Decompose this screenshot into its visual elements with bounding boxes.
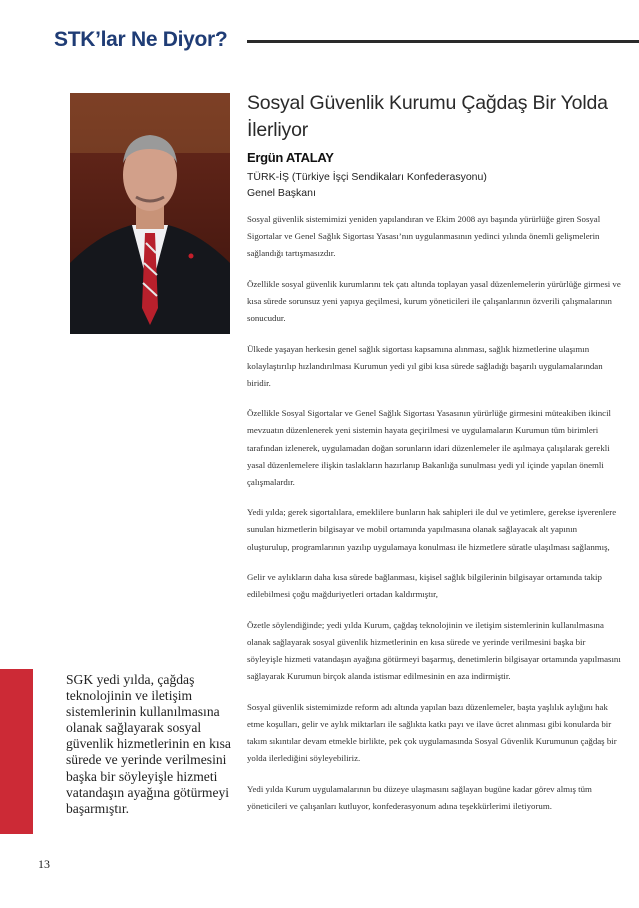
article-title: Sosyal Güvenlik Kurumu Çağdaş Bir Yolda İlerliyor <box>247 92 608 141</box>
article-paragraph: Sosyal güvenlik sistemimizde reform adı altında yapılan bazı düzenlemeler, başta yaşlılık aylığını hak etme koşulları, gelir ve aylık miktarları ile sağlıkta katkı payı ve ilave ücret alınması gibi konularda bir takım sıkıntılar devam etmekle birlikte, pek çok uygulamasında Sosyal Güvenlik Kurumunun çağdaş bir yolda ilerlediğini söyleyebiliriz. <box>247 701 617 763</box>
article-body <box>247 211 621 828</box>
article-paragraph: Yedi yılda; gerek sigortalılara, emeklilere bunların hak sahipleri ile dul ve yetimlere, gerekse işverenlere sunulan hizmetlerin bilgisayar ve mobil ortamında yapılmasına olanak sağlayacak alt yapının oluşturulup, programlarının yazılıp uygulamaya konulması ile hizmetlere süratle ulaşılması sağlanmış, <box>247 507 617 552</box>
pull-quote: SGK yedi yılda, çağdaş teknolojinin ve iletişim sistemlerinin kullanılmasına olanak sağlayarak sosyal güvenlik hizmetlerinin en kısa sürede ve yerinde verilmesini başka bir söyleyişle hizmeti vatandaşın ayağına götürmeyi başarmıştır. <box>66 672 231 816</box>
article-paragraph: Ülkede yaşayan herkesin genel sağlık sigortası kapsamına alınması, sağlık hizmetlerine ulaşımın kolaylaştırılıp hızlandırılması Kurumun yedi yıl gibi kısa sürede sağladığı başarılı uygulamalarından biridir. <box>247 343 603 388</box>
page-number: 13 <box>38 857 50 871</box>
article-paragraph: Yedi yılda Kurum uygulamalarının bu düzeye ulaşmasını sağlayan bugüne kadar görev almış tüm yöneticileri ve çalışanları kutluyor, konfederasyonum adına teşekkürlerimi iletiyorum. <box>247 783 592 811</box>
author-organization: TÜRK-İŞ (Türkiye İşçi Sendikaları Konfederasyonu) Genel Başkanı <box>247 171 487 199</box>
author-name: Ergün ATALAY <box>247 150 334 165</box>
article-paragraph: Özellikle Sosyal Sigortalar ve Genel Sağlık Sigortası Yasasının yürürlüğe girmesini müteakiben ikincil mevzuatın düzenlenerek yeni sistemin hayata geçirilmesi ve uygulamaların Kurumun tüm birimleri tarafından izlenerek, uygulamadan doğan sorunların idari düzenlemeler ile aşılmaya çalışılarak gerekli yasal düzenlemelere ilişkin taslakların hazırlanıp Bakanlığa sunulması yedi yıl içinde yapılan önemli çalışmalardır. <box>247 408 612 487</box>
article-paragraph: Sosyal güvenlik sistemimizi yeniden yapılandıran ve Ekim 2008 ayı başında yürürlüğe giren Sosyal Sigortalar ve Genel Sağlık Sigortası Yasası’nın uygulanmasının yedinci yılında önemli gelişmelerin sağlandığı tartışmasızdır. <box>247 214 601 259</box>
accent-bar <box>0 669 33 834</box>
section-title: STK’lar Ne Diyor? <box>54 28 228 51</box>
article-paragraph: Özellikle sosyal güvenlik kurumlarını tek çatı altında toplayan yasal düzenlemelerin yürürlüğe girmesi ve kısa sürede sorunsuz yeni yapıya geçilmesi, kurum yöneticileri ile çalışanlarının özverili çalışmalarının sonucudur. <box>247 278 621 323</box>
author-photo <box>70 93 230 334</box>
header-divider <box>247 40 639 43</box>
article-paragraph: Özetle söylendiğinde; yedi yılda Kurum, çağdaş teknolojinin ve iletişim sistemlerinin kullanılmasına olanak sağlayarak sosyal güvenlik hizmetlerinin en kısa sürede ve yerinde verilmesini başka bir söyleyişle hizmeti vatandaşın ayağına götürmeyi başarmış, denetimlerin bilgisayar ortamında yapılmasını sağlayarak Kurumun birçok alanda istismar edilmesinin en aza indirmiştir. <box>247 619 621 682</box>
article-paragraph: Gelir ve aylıkların daha kısa sürede bağlanması, kişisel sağlık bilgilerinin bilgisayar ortamında takip edilebilmesi çoğu mağduriyetleri ortadan kaldırmıştır, <box>247 572 602 600</box>
portrait-illustration <box>70 93 230 334</box>
